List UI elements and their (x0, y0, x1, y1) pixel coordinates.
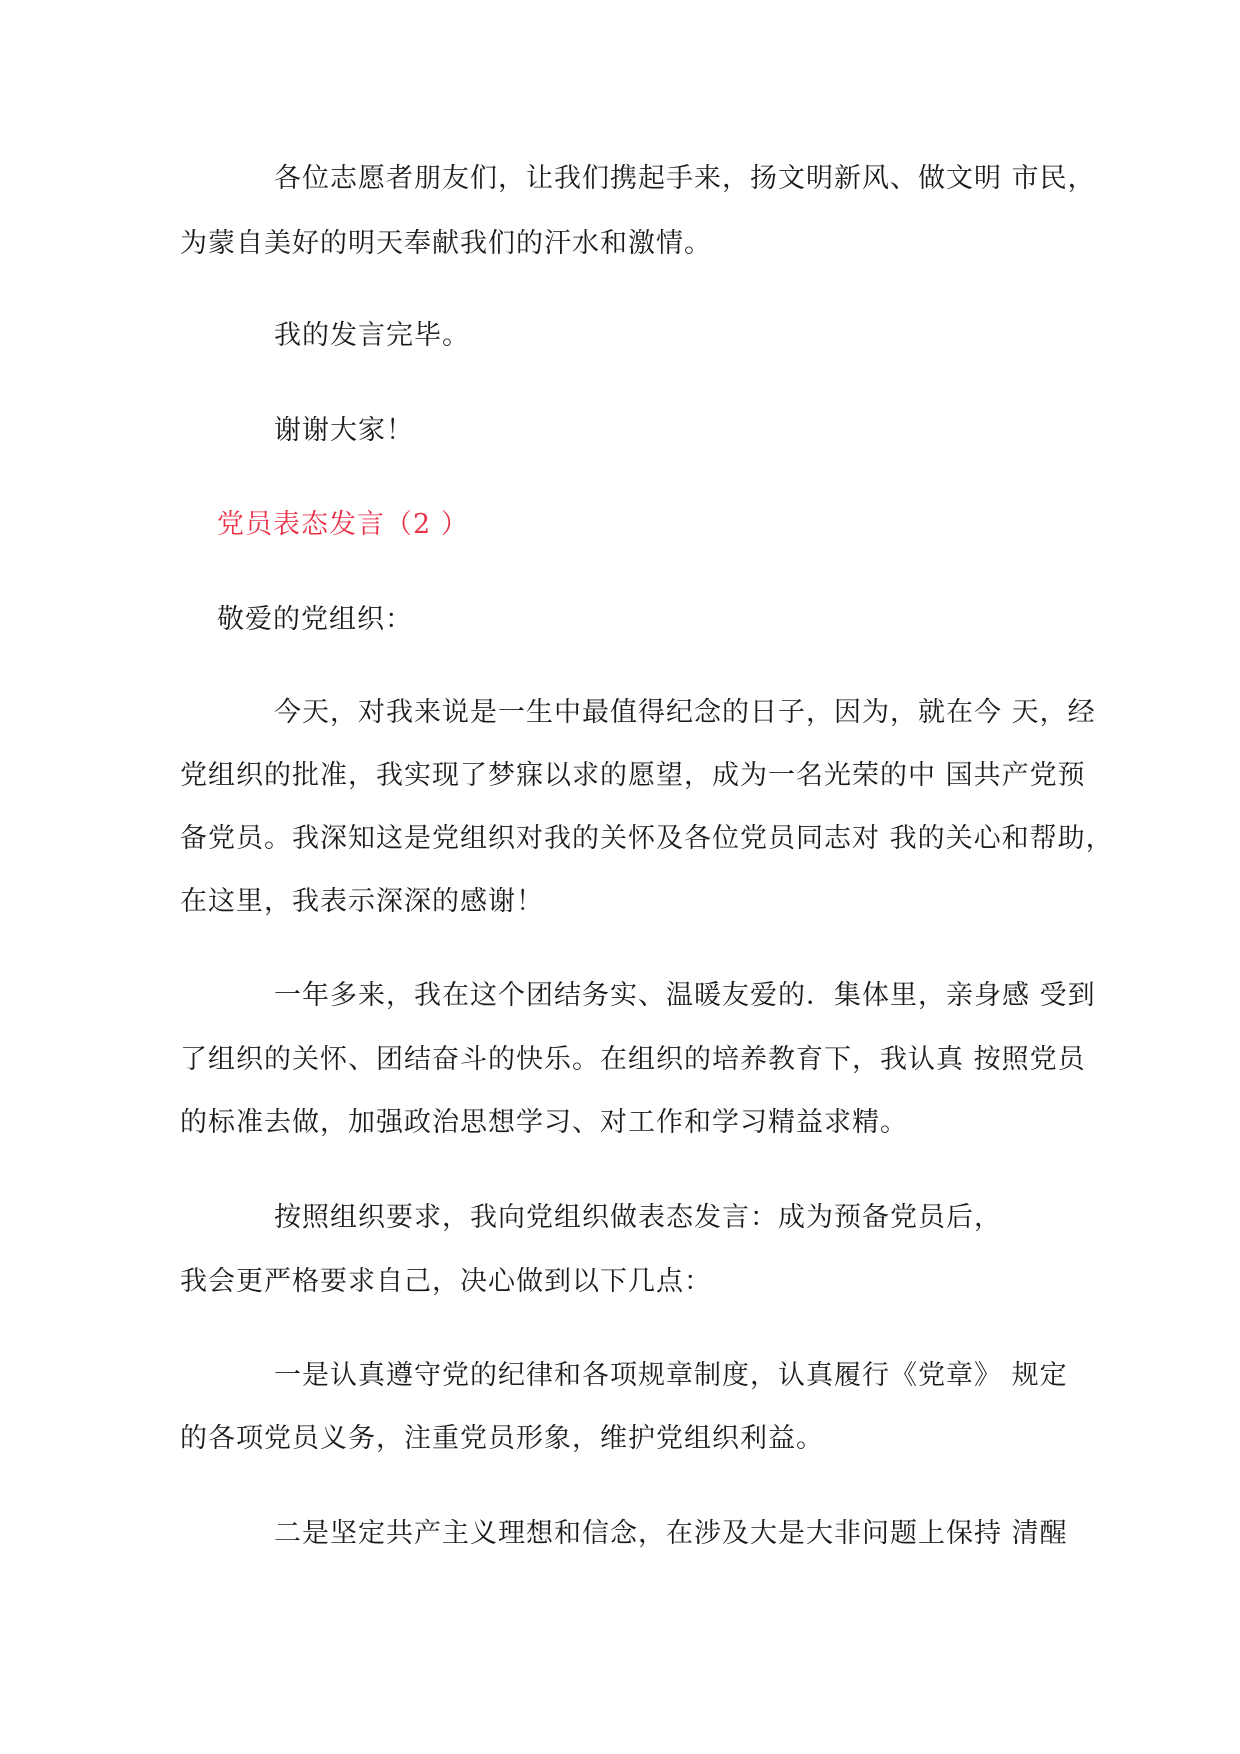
paragraph-line: 备党员。我深知这是党组织对我的关怀及各位党员同志对 我的关心和帮助， (180, 823, 1114, 854)
salutation: 敬爱的党组织： (217, 604, 413, 635)
paragraph-line: 我会更严格要求自己，决心做到以下几点： (180, 1266, 712, 1297)
paragraph-line: 今天，对我来说是一生中最值得纪念的日子，因为，就在今 天，经 (274, 697, 1096, 728)
paragraph-line: 各位志愿者朋友们，让我们携起手来，扬文明新风、做文明 市民， (274, 163, 1096, 194)
paragraph-line: 谢谢大家！ (274, 415, 414, 446)
paragraph-line: 党组织的批准，我实现了梦寐以求的愿望，成为一名光荣的中 国共产党预 (180, 760, 1086, 791)
paragraph-line: 我的发言完毕。 (274, 320, 470, 351)
paragraph-line: 二是坚定共产主义理想和信念，在涉及大是大非问题上保持 清醒 (274, 1518, 1068, 1549)
paragraph-line: 为蒙自美好的明天奉献我们的汗水和激情。 (180, 228, 712, 259)
paragraph-line: 一是认真遵守党的纪律和各项规章制度，认真履行《党章》 规定 (274, 1360, 1068, 1391)
paragraph-line: 了组织的关怀、团结奋斗的快乐。在组织的培养教育下，我认真 按照党员 (180, 1044, 1086, 1075)
section-heading: 党员表态发言（2 ） (217, 509, 469, 540)
paragraph-line: 按照组织要求，我向党组织做表态发言：成为预备党员后， (274, 1202, 1002, 1233)
paragraph-line: 在这里，我表示深深的感谢！ (180, 886, 544, 917)
paragraph-line: 的各项党员义务，注重党员形象，维护党组织利益。 (180, 1423, 824, 1454)
paragraph-line: 一年多来，我在这个团结务实、温暖友爱的．集体里，亲身感 受到 (274, 980, 1096, 1011)
paragraph-line: 的标准去做，加强政治思想学习、对工作和学习精益求精。 (180, 1107, 908, 1138)
